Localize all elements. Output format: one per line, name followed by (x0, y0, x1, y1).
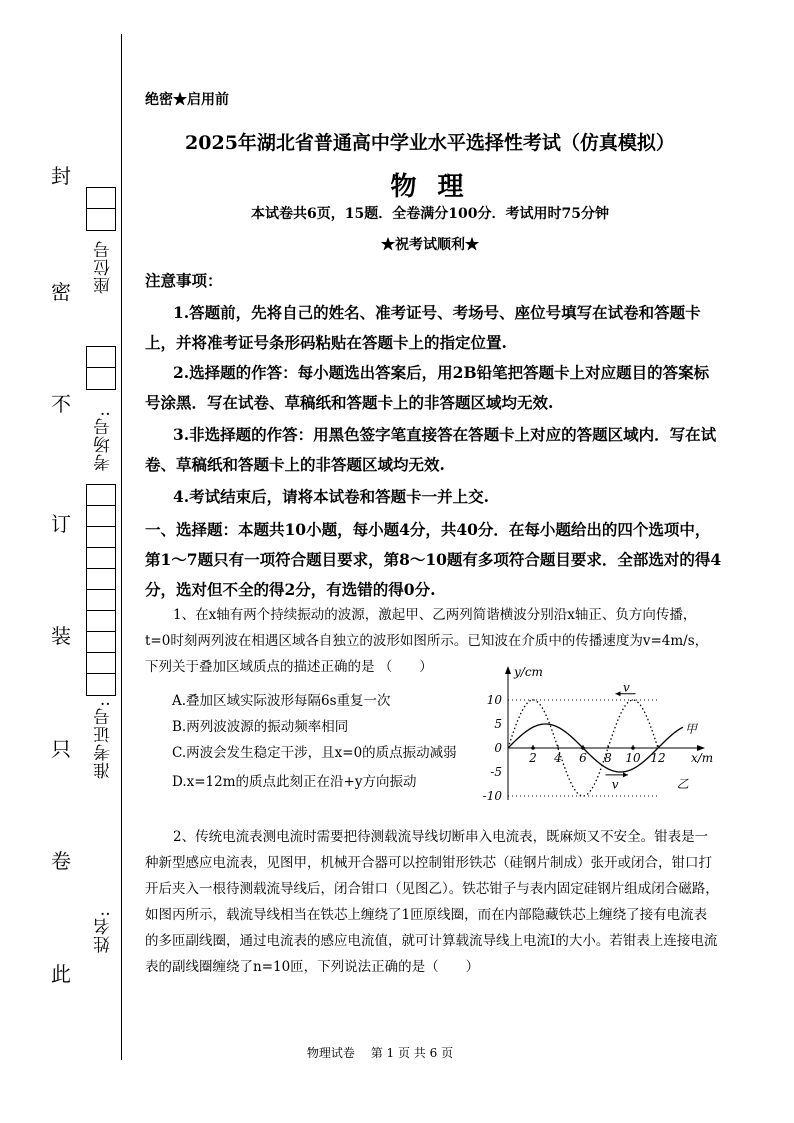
series-label-yi: 乙 (676, 777, 689, 791)
q1-option-d: D.x=12m的质点此刻正在沿+y方向振动 (172, 774, 417, 790)
y-tick-label: -10 (482, 789, 502, 803)
seal-char-bu: 不 (51, 392, 71, 416)
exam-room-boxes[interactable] (86, 346, 116, 390)
x-axis-label: x/m (691, 751, 714, 765)
seal-char-juan: 卷 (51, 849, 71, 873)
x-tick-label: 4 (554, 751, 562, 765)
node-dot (531, 746, 535, 750)
q1-option-a: A.叠加区域实际波形每隔6s重复一次 (172, 693, 391, 709)
binding-line (121, 34, 122, 1060)
exam-title: 2025年湖北省普通高中学业水平选择性考试（仿真模拟） (185, 132, 675, 154)
y-tick-label: 10 (486, 693, 502, 707)
seal-char-mi: 密 (51, 280, 71, 304)
y-tick-label: 0 (494, 741, 502, 755)
y-tick-label: -5 (490, 765, 502, 779)
note-item-1: 1.答题前，先将自己的姓名、准考证号、考场号、座位号填写在试卷和答题卡上，并将准考证号条形码粘贴在答题卡上的指定位置. (145, 303, 701, 352)
node-dot (581, 746, 585, 750)
question-1-stem: 1、在x轴有两个持续振动的波源，激起甲、乙两列简谐横波分别沿x轴正、负方向传播，t=0时刻两列波在相遇区域各自独立的波形如图所示。已知波在介质中的传播速度为v=4m/s，下列关于叠加区域质点的描述正确的是 （ ） (145, 607, 709, 675)
notes-heading: 注意事项： (145, 271, 223, 290)
good-luck: ★祝考试顺利★ (381, 237, 479, 253)
seat-number-label: 座位号 (94, 240, 114, 294)
x-tick-label: 8 (604, 751, 612, 765)
x-tick-label: 2 (529, 751, 537, 765)
ticket-number-label: 准考证号: (94, 700, 114, 779)
node-dot (631, 746, 635, 750)
seat-number-boxes[interactable] (86, 187, 116, 231)
y-axis-arrow (505, 666, 511, 674)
page-footer: 物理试卷 第 1 页 共 6 页 (306, 1046, 454, 1060)
velocity-arrowhead-bottom (623, 772, 628, 777)
x-tick-label: 10 (625, 751, 641, 765)
note-item-2: 2.选择题的作答：每小题选出答案后，用2B铅笔把答题卡上对应题目的答案标号涂黑．写在试卷、草稿纸和答题卡上的非答题区域均无效. (145, 363, 710, 412)
x-tick-label: 12 (650, 751, 666, 765)
velocity-label-top: v (623, 680, 630, 695)
velocity-label-bottom: v (611, 777, 619, 792)
exam-room-label: 考场号: (94, 410, 114, 471)
seal-char-ci: 此 (51, 962, 71, 986)
seal-char-ding: 订 (51, 512, 71, 536)
velocity-arrowhead-top (616, 691, 621, 696)
question-2-stem: 2、传统电流表测电流时需要把待测载流导线切断串入电流表，既麻烦又不安全。钳表是一种新型感应电流表，见图甲，机械开合器可以控制钳形铁芯（硅钢片制成）张开或闭合，钳口打开后夹入一根待测载流导线后，闭合钳口（见图乙）。铁芯钳子与表内固定硅钢片组成闭合磁路，如图丙所示，载流导线相当在铁芯上缠绕了1匝原线圈，而在内部隐藏铁芯上缠绕了接有电流表的多匝副线圈，通过电流表的感应电流值，就可计算载流导线上电流I的大小。若钳表上连接电流表的副线圈缠绕了n=10匝，下列说法正确的是（ ） (145, 829, 719, 975)
name-label: 姓名: (94, 910, 114, 953)
note-item-3: 3.非选择题的作答：用黑色签字笔直接答在答题卡上对应的答题区域内．写在试卷、草稿纸和答题卡上的非答题区域均无效. (145, 425, 717, 474)
y-axis-label: y/cm (514, 665, 543, 679)
note-item-4: 4.考试结束后，请将本试卷和答题卡一并上交. (173, 487, 490, 506)
series-label-jia: 甲 (685, 721, 698, 736)
x-tick-label: 6 (579, 751, 587, 765)
secret-label: 绝密★启用前 (145, 92, 229, 108)
seal-char-zhuang: 装 (51, 624, 71, 648)
q1-option-c: C.两波会发生稳定干涉，且x=0的质点振动减弱 (172, 745, 457, 761)
ticket-number-boxes[interactable] (86, 484, 116, 696)
y-tick-label: 5 (494, 717, 502, 731)
wave-figure (470, 660, 730, 805)
section-1-heading: 一、选择题：本题共10小题，每小题4分，共40分．在每小题给出的四个选项中，第1～7题只有一项符合题目要求，第8～10题有多项符合题目要求．全部选对的得4分，选对但不全的得2分，有选错的得0分. (145, 520, 722, 599)
seal-char-zhi: 只 (51, 737, 71, 761)
subject-title: 物 理 (390, 172, 470, 202)
seal-char-feng: 封 (51, 164, 71, 188)
exam-info: 本试卷共6页，15题．全卷满分100分．考试用时75分钟 (251, 206, 609, 222)
q1-option-b: B.两列波波源的振动频率相同 (172, 719, 349, 735)
